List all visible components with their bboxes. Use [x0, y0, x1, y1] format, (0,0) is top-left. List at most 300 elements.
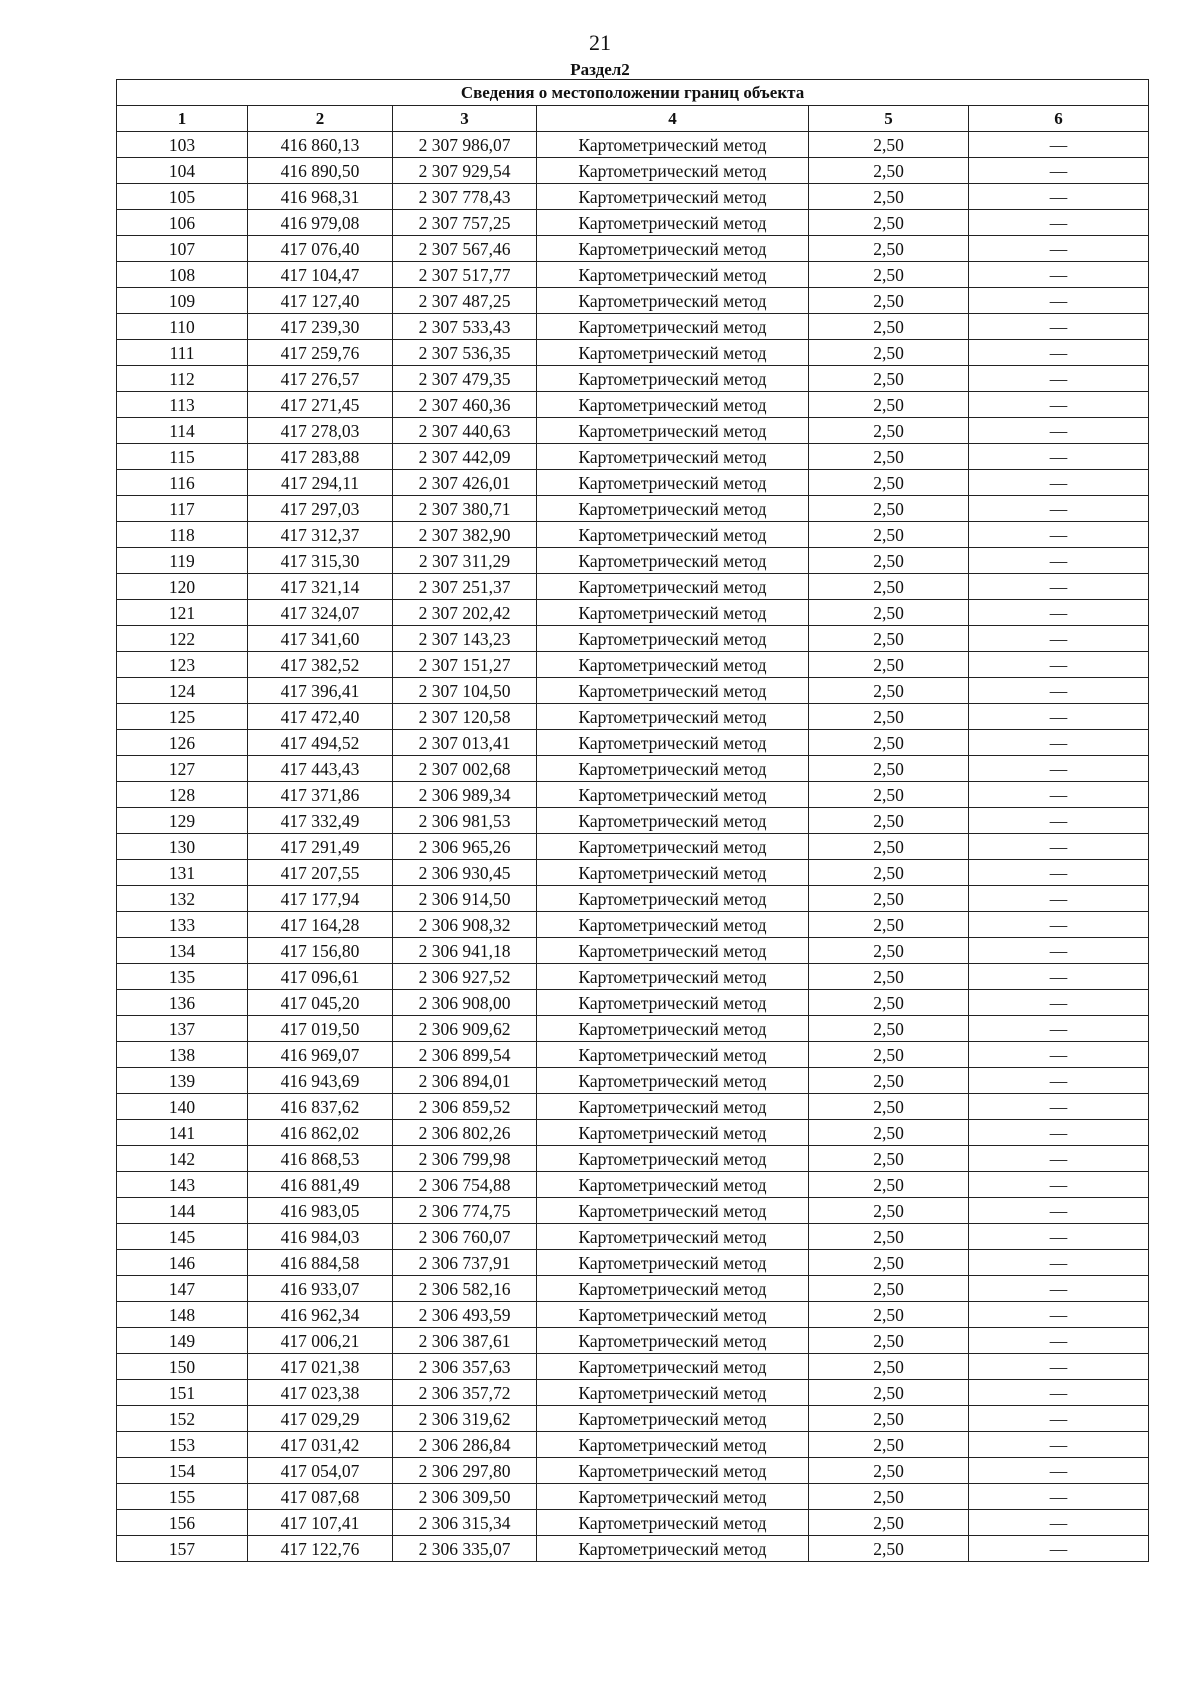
accuracy-cell: 2,50 — [809, 1536, 969, 1562]
x-coordinate-cell: 417 156,80 — [248, 938, 393, 964]
x-coordinate-cell: 417 239,30 — [248, 314, 393, 340]
point-number-cell: 120 — [117, 574, 248, 600]
point-number-cell: 106 — [117, 210, 248, 236]
y-coordinate-cell: 2 306 965,26 — [393, 834, 537, 860]
method-cell: Картометрический метод — [537, 730, 809, 756]
x-coordinate-cell: 416 933,07 — [248, 1276, 393, 1302]
point-number-cell: 128 — [117, 782, 248, 808]
method-cell: Картометрический метод — [537, 1406, 809, 1432]
method-cell: Картометрический метод — [537, 1094, 809, 1120]
method-cell: Картометрический метод — [537, 470, 809, 496]
point-number-cell: 137 — [117, 1016, 248, 1042]
y-coordinate-cell: 2 307 479,35 — [393, 366, 537, 392]
y-coordinate-cell: 2 306 914,50 — [393, 886, 537, 912]
y-coordinate-cell: 2 307 311,29 — [393, 548, 537, 574]
table-row — [117, 262, 1149, 288]
y-coordinate-cell: 2 307 013,41 — [393, 730, 537, 756]
method-cell: Картометрический метод — [537, 574, 809, 600]
y-coordinate-cell: 2 307 536,35 — [393, 340, 537, 366]
description-cell: — — [969, 1380, 1149, 1406]
table-row — [117, 1406, 1149, 1432]
table-row — [117, 782, 1149, 808]
accuracy-cell: 2,50 — [809, 1250, 969, 1276]
column-header-4: 4 — [537, 106, 809, 132]
accuracy-cell: 2,50 — [809, 1484, 969, 1510]
description-cell: — — [969, 392, 1149, 418]
x-coordinate-cell: 417 019,50 — [248, 1016, 393, 1042]
method-cell: Картометрический метод — [537, 1120, 809, 1146]
x-coordinate-cell: 417 127,40 — [248, 288, 393, 314]
description-cell: — — [969, 574, 1149, 600]
accuracy-cell: 2,50 — [809, 496, 969, 522]
description-cell: — — [969, 1224, 1149, 1250]
accuracy-cell: 2,50 — [809, 210, 969, 236]
method-cell: Картометрический метод — [537, 1172, 809, 1198]
accuracy-cell: 2,50 — [809, 860, 969, 886]
point-number-cell: 103 — [117, 132, 248, 158]
table-row — [117, 1536, 1149, 1562]
table-row — [117, 574, 1149, 600]
x-coordinate-cell: 416 943,69 — [248, 1068, 393, 1094]
point-number-cell: 140 — [117, 1094, 248, 1120]
x-coordinate-cell: 417 382,52 — [248, 652, 393, 678]
table-row — [117, 392, 1149, 418]
accuracy-cell: 2,50 — [809, 548, 969, 574]
x-coordinate-cell: 416 969,07 — [248, 1042, 393, 1068]
x-coordinate-cell: 417 006,21 — [248, 1328, 393, 1354]
table-row — [117, 912, 1149, 938]
description-cell: — — [969, 184, 1149, 210]
accuracy-cell: 2,50 — [809, 1406, 969, 1432]
method-cell: Картометрический метод — [537, 314, 809, 340]
method-cell: Картометрический метод — [537, 704, 809, 730]
accuracy-cell: 2,50 — [809, 1198, 969, 1224]
x-coordinate-cell: 416 979,08 — [248, 210, 393, 236]
y-coordinate-cell: 2 306 357,63 — [393, 1354, 537, 1380]
y-coordinate-cell: 2 306 981,53 — [393, 808, 537, 834]
method-cell: Картометрический метод — [537, 392, 809, 418]
table-row — [117, 132, 1149, 158]
y-coordinate-cell: 2 307 757,25 — [393, 210, 537, 236]
y-coordinate-cell: 2 306 909,62 — [393, 1016, 537, 1042]
method-cell: Картометрический метод — [537, 886, 809, 912]
description-cell: — — [969, 912, 1149, 938]
table-body — [117, 132, 1149, 1562]
description-cell: — — [969, 964, 1149, 990]
method-cell: Картометрический метод — [537, 288, 809, 314]
accuracy-cell: 2,50 — [809, 990, 969, 1016]
description-cell: — — [969, 418, 1149, 444]
column-header-3: 3 — [393, 106, 537, 132]
point-number-cell: 130 — [117, 834, 248, 860]
description-cell: — — [969, 1120, 1149, 1146]
description-cell: — — [969, 990, 1149, 1016]
table-row — [117, 1458, 1149, 1484]
description-cell: — — [969, 314, 1149, 340]
x-coordinate-cell: 416 868,53 — [248, 1146, 393, 1172]
method-cell: Картометрический метод — [537, 1484, 809, 1510]
description-cell: — — [969, 210, 1149, 236]
accuracy-cell: 2,50 — [809, 1016, 969, 1042]
point-number-cell: 132 — [117, 886, 248, 912]
y-coordinate-cell: 2 306 774,75 — [393, 1198, 537, 1224]
method-cell: Картометрический метод — [537, 158, 809, 184]
y-coordinate-cell: 2 306 941,18 — [393, 938, 537, 964]
description-cell: — — [969, 1068, 1149, 1094]
method-cell: Картометрический метод — [537, 366, 809, 392]
table-row — [117, 288, 1149, 314]
y-coordinate-cell: 2 307 143,23 — [393, 626, 537, 652]
table-row — [117, 444, 1149, 470]
description-cell: — — [969, 496, 1149, 522]
table-row — [117, 1172, 1149, 1198]
table-row — [117, 990, 1149, 1016]
description-cell: — — [969, 1458, 1149, 1484]
table-row — [117, 158, 1149, 184]
table-header — [117, 80, 1149, 132]
x-coordinate-cell: 417 259,76 — [248, 340, 393, 366]
table-row — [117, 730, 1149, 756]
description-cell: — — [969, 340, 1149, 366]
description-cell: — — [969, 132, 1149, 158]
table-row — [117, 1068, 1149, 1094]
x-coordinate-cell: 417 207,55 — [248, 860, 393, 886]
point-number-cell: 113 — [117, 392, 248, 418]
accuracy-cell: 2,50 — [809, 470, 969, 496]
table-row — [117, 1016, 1149, 1042]
description-cell: — — [969, 938, 1149, 964]
method-cell: Картометрический метод — [537, 210, 809, 236]
method-cell: Картометрический метод — [537, 1510, 809, 1536]
method-cell: Картометрический метод — [537, 834, 809, 860]
method-cell: Картометрический метод — [537, 1432, 809, 1458]
method-cell: Картометрический метод — [537, 340, 809, 366]
y-coordinate-cell: 2 307 778,43 — [393, 184, 537, 210]
point-number-cell: 115 — [117, 444, 248, 470]
y-coordinate-cell: 2 307 567,46 — [393, 236, 537, 262]
method-cell: Картометрический метод — [537, 1276, 809, 1302]
description-cell: — — [969, 1198, 1149, 1224]
method-cell: Картометрический метод — [537, 626, 809, 652]
method-cell: Картометрический метод — [537, 782, 809, 808]
accuracy-cell: 2,50 — [809, 730, 969, 756]
accuracy-cell: 2,50 — [809, 340, 969, 366]
x-coordinate-cell: 417 029,29 — [248, 1406, 393, 1432]
table-row — [117, 340, 1149, 366]
section-title: Раздел2 — [570, 60, 630, 79]
point-number-cell: 147 — [117, 1276, 248, 1302]
point-number-cell: 108 — [117, 262, 248, 288]
accuracy-cell: 2,50 — [809, 1432, 969, 1458]
point-number-cell: 138 — [117, 1042, 248, 1068]
y-coordinate-cell: 2 306 357,72 — [393, 1380, 537, 1406]
accuracy-cell: 2,50 — [809, 1146, 969, 1172]
point-number-cell: 124 — [117, 678, 248, 704]
y-coordinate-cell: 2 307 251,37 — [393, 574, 537, 600]
method-cell: Картометрический метод — [537, 860, 809, 886]
description-cell: — — [969, 470, 1149, 496]
table-row — [117, 1224, 1149, 1250]
point-number-cell: 129 — [117, 808, 248, 834]
method-cell: Картометрический метод — [537, 912, 809, 938]
accuracy-cell: 2,50 — [809, 1120, 969, 1146]
description-cell: — — [969, 1354, 1149, 1380]
table-row — [117, 1042, 1149, 1068]
accuracy-cell: 2,50 — [809, 158, 969, 184]
y-coordinate-cell: 2 307 426,01 — [393, 470, 537, 496]
table-row — [117, 236, 1149, 262]
table-row — [117, 366, 1149, 392]
x-coordinate-cell: 417 096,61 — [248, 964, 393, 990]
point-number-cell: 143 — [117, 1172, 248, 1198]
accuracy-cell: 2,50 — [809, 132, 969, 158]
method-cell: Картометрический метод — [537, 1302, 809, 1328]
description-cell: — — [969, 808, 1149, 834]
x-coordinate-cell: 417 276,57 — [248, 366, 393, 392]
x-coordinate-cell: 417 031,42 — [248, 1432, 393, 1458]
description-cell: — — [969, 1302, 1149, 1328]
x-coordinate-cell: 417 278,03 — [248, 418, 393, 444]
description-cell: — — [969, 782, 1149, 808]
point-number-cell: 117 — [117, 496, 248, 522]
boundary-coordinates-table — [116, 79, 1149, 1562]
description-cell: — — [969, 1276, 1149, 1302]
point-number-cell: 123 — [117, 652, 248, 678]
table-row — [117, 1250, 1149, 1276]
x-coordinate-cell: 416 860,13 — [248, 132, 393, 158]
column-header-2: 2 — [248, 106, 393, 132]
point-number-cell: 122 — [117, 626, 248, 652]
table-row — [117, 496, 1149, 522]
description-cell: — — [969, 262, 1149, 288]
description-cell: — — [969, 1432, 1149, 1458]
column-number-row — [117, 106, 1149, 132]
x-coordinate-cell: 417 443,43 — [248, 756, 393, 782]
accuracy-cell: 2,50 — [809, 392, 969, 418]
point-number-cell: 114 — [117, 418, 248, 444]
point-number-cell: 112 — [117, 366, 248, 392]
column-header-1: 1 — [117, 106, 248, 132]
accuracy-cell: 2,50 — [809, 756, 969, 782]
description-cell: — — [969, 1536, 1149, 1562]
point-number-cell: 149 — [117, 1328, 248, 1354]
table-row — [117, 860, 1149, 886]
accuracy-cell: 2,50 — [809, 600, 969, 626]
table-row — [117, 678, 1149, 704]
y-coordinate-cell: 2 307 929,54 — [393, 158, 537, 184]
method-cell: Картометрический метод — [537, 808, 809, 834]
y-coordinate-cell: 2 307 380,71 — [393, 496, 537, 522]
x-coordinate-cell: 416 968,31 — [248, 184, 393, 210]
accuracy-cell: 2,50 — [809, 938, 969, 964]
y-coordinate-cell: 2 307 104,50 — [393, 678, 537, 704]
x-coordinate-cell: 417 122,76 — [248, 1536, 393, 1562]
method-cell: Картометрический метод — [537, 678, 809, 704]
y-coordinate-cell: 2 307 487,25 — [393, 288, 537, 314]
point-number-cell: 153 — [117, 1432, 248, 1458]
accuracy-cell: 2,50 — [809, 184, 969, 210]
x-coordinate-cell: 416 890,50 — [248, 158, 393, 184]
method-cell: Картометрический метод — [537, 1146, 809, 1172]
method-cell: Картометрический метод — [537, 418, 809, 444]
point-number-cell: 105 — [117, 184, 248, 210]
method-cell: Картометрический метод — [537, 1458, 809, 1484]
description-cell: — — [969, 1484, 1149, 1510]
y-coordinate-cell: 2 306 309,50 — [393, 1484, 537, 1510]
x-coordinate-cell: 417 104,47 — [248, 262, 393, 288]
point-number-cell: 154 — [117, 1458, 248, 1484]
x-coordinate-cell: 417 294,11 — [248, 470, 393, 496]
method-cell: Картометрический метод — [537, 548, 809, 574]
description-cell: — — [969, 678, 1149, 704]
point-number-cell: 109 — [117, 288, 248, 314]
method-cell: Картометрический метод — [537, 652, 809, 678]
point-number-cell: 157 — [117, 1536, 248, 1562]
point-number-cell: 135 — [117, 964, 248, 990]
description-cell: — — [969, 444, 1149, 470]
accuracy-cell: 2,50 — [809, 1224, 969, 1250]
table-row — [117, 704, 1149, 730]
table-row — [117, 522, 1149, 548]
point-number-cell: 141 — [117, 1120, 248, 1146]
accuracy-cell: 2,50 — [809, 314, 969, 340]
table-row — [117, 548, 1149, 574]
x-coordinate-cell: 416 962,34 — [248, 1302, 393, 1328]
point-number-cell: 148 — [117, 1302, 248, 1328]
point-number-cell: 107 — [117, 236, 248, 262]
x-coordinate-cell: 417 332,49 — [248, 808, 393, 834]
description-cell: — — [969, 1042, 1149, 1068]
accuracy-cell: 2,50 — [809, 418, 969, 444]
point-number-cell: 121 — [117, 600, 248, 626]
accuracy-cell: 2,50 — [809, 886, 969, 912]
table-row — [117, 1484, 1149, 1510]
y-coordinate-cell: 2 306 930,45 — [393, 860, 537, 886]
point-number-cell: 134 — [117, 938, 248, 964]
table-row — [117, 1276, 1149, 1302]
description-cell: — — [969, 288, 1149, 314]
description-cell: — — [969, 1094, 1149, 1120]
x-coordinate-cell: 417 271,45 — [248, 392, 393, 418]
point-number-cell: 111 — [117, 340, 248, 366]
method-cell: Картометрический метод — [537, 756, 809, 782]
description-cell: — — [969, 730, 1149, 756]
accuracy-cell: 2,50 — [809, 626, 969, 652]
x-coordinate-cell: 417 297,03 — [248, 496, 393, 522]
table-row — [117, 600, 1149, 626]
point-number-cell: 125 — [117, 704, 248, 730]
y-coordinate-cell: 2 307 442,09 — [393, 444, 537, 470]
method-cell: Картометрический метод — [537, 1380, 809, 1406]
point-number-cell: 150 — [117, 1354, 248, 1380]
y-coordinate-cell: 2 307 460,36 — [393, 392, 537, 418]
table-row — [117, 1120, 1149, 1146]
y-coordinate-cell: 2 306 315,34 — [393, 1510, 537, 1536]
accuracy-cell: 2,50 — [809, 1172, 969, 1198]
table-row — [117, 1354, 1149, 1380]
method-cell: Картометрический метод — [537, 444, 809, 470]
accuracy-cell: 2,50 — [809, 522, 969, 548]
x-coordinate-cell: 417 341,60 — [248, 626, 393, 652]
description-cell: — — [969, 1406, 1149, 1432]
y-coordinate-cell: 2 307 382,90 — [393, 522, 537, 548]
point-number-cell: 131 — [117, 860, 248, 886]
column-header-6: 6 — [969, 106, 1149, 132]
y-coordinate-cell: 2 306 737,91 — [393, 1250, 537, 1276]
description-cell: — — [969, 522, 1149, 548]
x-coordinate-cell: 416 983,05 — [248, 1198, 393, 1224]
table-row — [117, 210, 1149, 236]
accuracy-cell: 2,50 — [809, 782, 969, 808]
table-row — [117, 1146, 1149, 1172]
description-cell: — — [969, 366, 1149, 392]
accuracy-cell: 2,50 — [809, 1328, 969, 1354]
x-coordinate-cell: 416 881,49 — [248, 1172, 393, 1198]
description-cell: — — [969, 600, 1149, 626]
y-coordinate-cell: 2 306 319,62 — [393, 1406, 537, 1432]
accuracy-cell: 2,50 — [809, 652, 969, 678]
point-number-cell: 116 — [117, 470, 248, 496]
point-number-cell: 155 — [117, 1484, 248, 1510]
method-cell: Картометрический метод — [537, 496, 809, 522]
point-number-cell: 127 — [117, 756, 248, 782]
accuracy-cell: 2,50 — [809, 262, 969, 288]
point-number-cell: 119 — [117, 548, 248, 574]
description-cell: — — [969, 652, 1149, 678]
method-cell: Картометрический метод — [537, 938, 809, 964]
y-coordinate-cell: 2 306 754,88 — [393, 1172, 537, 1198]
x-coordinate-cell: 417 023,38 — [248, 1380, 393, 1406]
table-row — [117, 184, 1149, 210]
point-number-cell: 146 — [117, 1250, 248, 1276]
table-row — [117, 808, 1149, 834]
y-coordinate-cell: 2 306 387,61 — [393, 1328, 537, 1354]
y-coordinate-cell: 2 306 799,98 — [393, 1146, 537, 1172]
method-cell: Картометрический метод — [537, 1042, 809, 1068]
x-coordinate-cell: 417 164,28 — [248, 912, 393, 938]
table-row — [117, 1380, 1149, 1406]
accuracy-cell: 2,50 — [809, 574, 969, 600]
table-row — [117, 886, 1149, 912]
method-cell: Картометрический метод — [537, 262, 809, 288]
method-cell: Картометрический метод — [537, 1250, 809, 1276]
method-cell: Картометрический метод — [537, 236, 809, 262]
table-row — [117, 314, 1149, 340]
table-row — [117, 1302, 1149, 1328]
x-coordinate-cell: 416 837,62 — [248, 1094, 393, 1120]
point-number-cell: 126 — [117, 730, 248, 756]
description-cell: — — [969, 1172, 1149, 1198]
x-coordinate-cell: 417 315,30 — [248, 548, 393, 574]
x-coordinate-cell: 417 472,40 — [248, 704, 393, 730]
accuracy-cell: 2,50 — [809, 1458, 969, 1484]
description-cell: — — [969, 860, 1149, 886]
accuracy-cell: 2,50 — [809, 808, 969, 834]
y-coordinate-cell: 2 307 533,43 — [393, 314, 537, 340]
table-caption-row — [117, 80, 1149, 106]
point-number-cell: 110 — [117, 314, 248, 340]
y-coordinate-cell: 2 307 151,27 — [393, 652, 537, 678]
y-coordinate-cell: 2 306 908,00 — [393, 990, 537, 1016]
x-coordinate-cell: 416 984,03 — [248, 1224, 393, 1250]
y-coordinate-cell: 2 306 927,52 — [393, 964, 537, 990]
table-row — [117, 1094, 1149, 1120]
point-number-cell: 151 — [117, 1380, 248, 1406]
x-coordinate-cell: 417 076,40 — [248, 236, 393, 262]
method-cell: Картометрический метод — [537, 1198, 809, 1224]
description-cell: — — [969, 236, 1149, 262]
x-coordinate-cell: 416 862,02 — [248, 1120, 393, 1146]
